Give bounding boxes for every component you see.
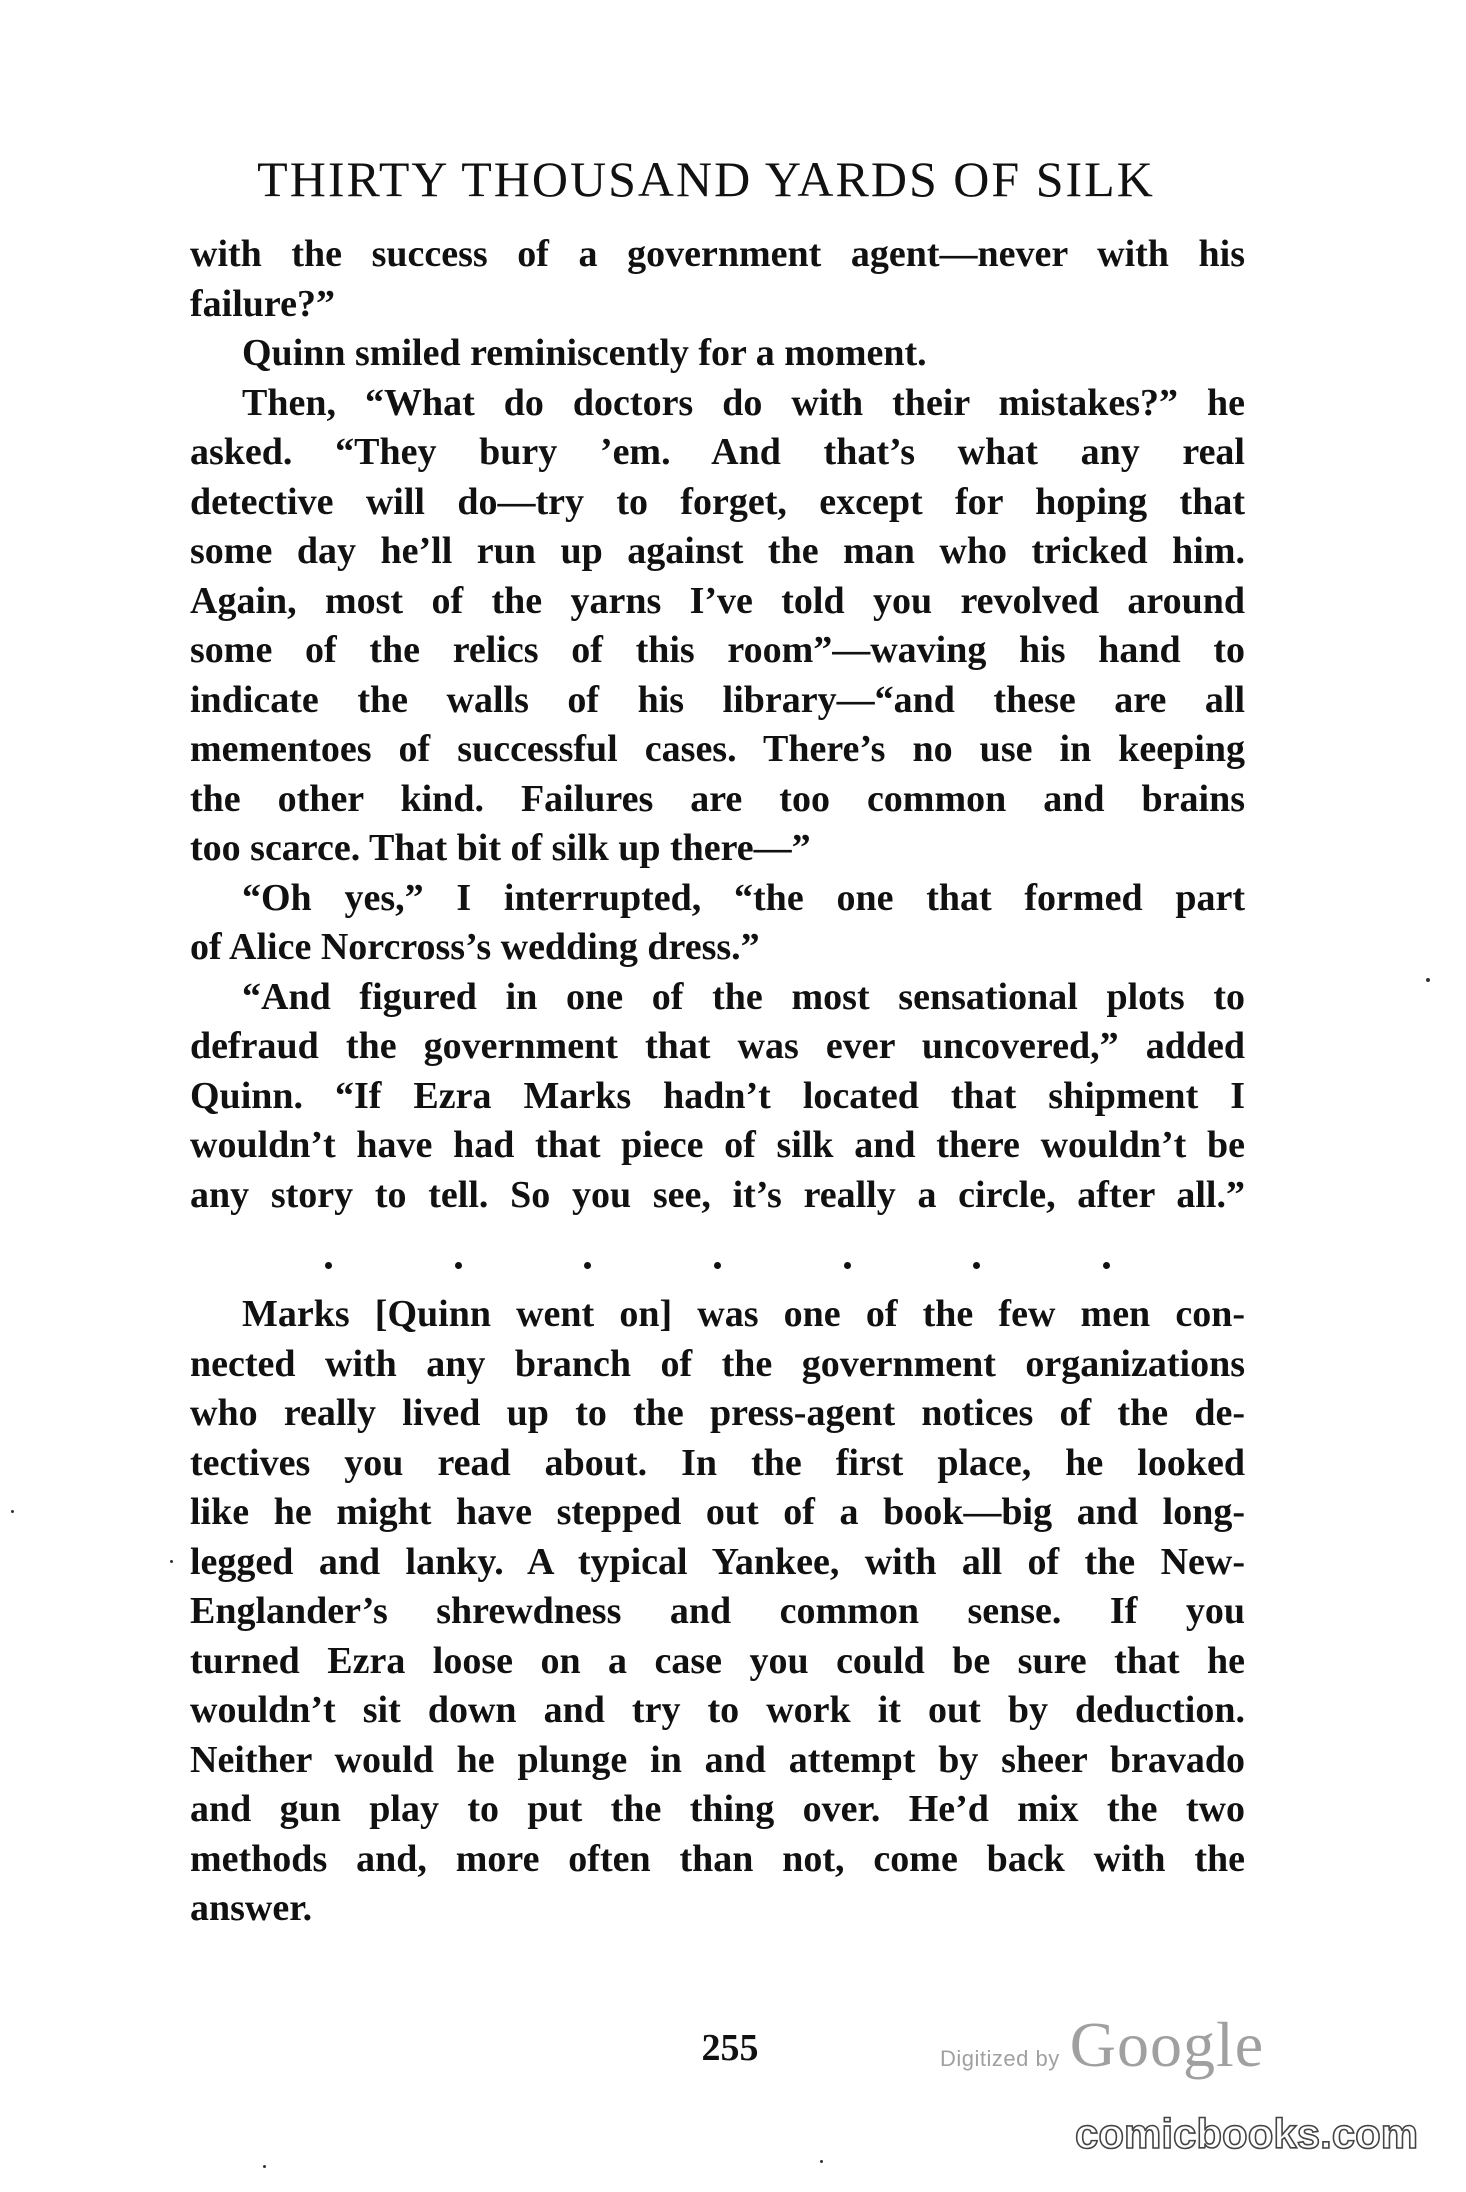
text-line: turned Ezra loose on a case you could be sure that he bbox=[190, 1639, 1245, 1682]
text-line: legged and lanky. A typical Yankee, with all of the New- bbox=[190, 1540, 1245, 1583]
text-line: “Oh yes,” I interrupted, “the one that formed part bbox=[242, 876, 1245, 919]
text-line: some day he’ll run up against the man who tricked him. bbox=[190, 530, 1245, 572]
text-line: of Alice Norcross’s wedding dress.” bbox=[190, 926, 760, 968]
ornament-dot bbox=[584, 1262, 591, 1269]
text-block-upper bbox=[190, 230, 1245, 1220]
text-line: Englander’s shrewdness and common sense. If you bbox=[190, 1590, 1245, 1632]
page-number: 255 bbox=[701, 2027, 759, 2069]
text-line: nected with any branch of the government organizations bbox=[190, 1342, 1245, 1385]
text-line: indicate the walls of his library—“and these are all bbox=[190, 678, 1245, 721]
text-line: with the success of a government agent—never with his bbox=[190, 233, 1245, 275]
ornament-dot bbox=[325, 1262, 332, 1269]
scan-speck bbox=[11, 1510, 14, 1513]
text-line: the other kind. Failures are too common and brains bbox=[190, 777, 1245, 820]
text-line: methods and, more often than not, come back with the bbox=[190, 1837, 1245, 1880]
digitized-by-label: Digitized by bbox=[940, 2046, 1060, 2071]
text-line: mementoes of successful cases. There’s no use in keeping bbox=[190, 728, 1245, 770]
ornament-dot bbox=[1103, 1262, 1110, 1269]
text-line: failure?” bbox=[190, 282, 335, 325]
text-line: defraud the government that was ever uncovered,” added bbox=[190, 1025, 1245, 1067]
text-line: wouldn’t have had that piece of silk and there wouldn’t be bbox=[190, 1124, 1245, 1166]
text-line: who really lived up to the press-agent notices of the de- bbox=[190, 1392, 1245, 1434]
text-line: asked. “They bury ’em. And that’s what any real bbox=[190, 431, 1245, 473]
scan-speck bbox=[263, 2165, 266, 2168]
google-logo-text: Google bbox=[1069, 2009, 1265, 2080]
text-line: Quinn. “If Ezra Marks hadn’t located that shipment I bbox=[190, 1074, 1245, 1117]
scan-speck bbox=[1426, 978, 1430, 982]
text-line: Then, “What do doctors do with their mistakes?” he bbox=[242, 381, 1245, 424]
google-watermark bbox=[940, 2002, 1270, 2082]
text-line: Neither would he plunge in and attempt by sheer bravado bbox=[190, 1738, 1245, 1781]
text-line: wouldn’t sit down and try to work it out by deduction. bbox=[190, 1689, 1245, 1731]
text-line: like he might have stepped out of a book—big and long- bbox=[190, 1491, 1245, 1533]
text-line: some of the relics of this room”—waving his hand to bbox=[190, 629, 1245, 671]
text-line: “And figured in one of the most sensational plots to bbox=[242, 975, 1245, 1018]
text-line: any story to tell. So you see, it’s really a circle, after all.” bbox=[190, 1173, 1245, 1216]
text-line: Marks [Quinn went on] was one of the few men con- bbox=[242, 1293, 1245, 1335]
scan-speck bbox=[820, 2160, 823, 2163]
text-line: and gun play to put the thing over. He’d mix the two bbox=[190, 1788, 1245, 1830]
running-head: THIRTY THOUSAND YARDS OF SILK bbox=[257, 151, 1155, 207]
text-line: Quinn smiled reminiscently for a moment. bbox=[242, 332, 927, 374]
ornament-dot bbox=[844, 1262, 851, 1269]
ornament-dot bbox=[973, 1262, 980, 1269]
comicbooks-watermark bbox=[1075, 2110, 1435, 2160]
ornament-dot bbox=[714, 1262, 721, 1269]
text-block-lower bbox=[190, 1290, 1245, 1934]
scan-speck bbox=[170, 1560, 173, 1563]
text-line: answer. bbox=[190, 1887, 313, 1929]
ornament-dot bbox=[455, 1262, 462, 1269]
comicbooks-watermark-text: comicbooks.com bbox=[1075, 2110, 1419, 2157]
text-line: Again, most of the yarns I’ve told you revolved around bbox=[190, 579, 1245, 622]
text-line: tectives you read about. In the first place, he looked bbox=[190, 1441, 1245, 1484]
section-break-ornament bbox=[190, 1262, 1245, 1282]
text-line: detective will do—try to forget, except for hoping that bbox=[190, 480, 1245, 523]
text-line: too scarce. That bit of silk up there—” bbox=[190, 827, 811, 869]
